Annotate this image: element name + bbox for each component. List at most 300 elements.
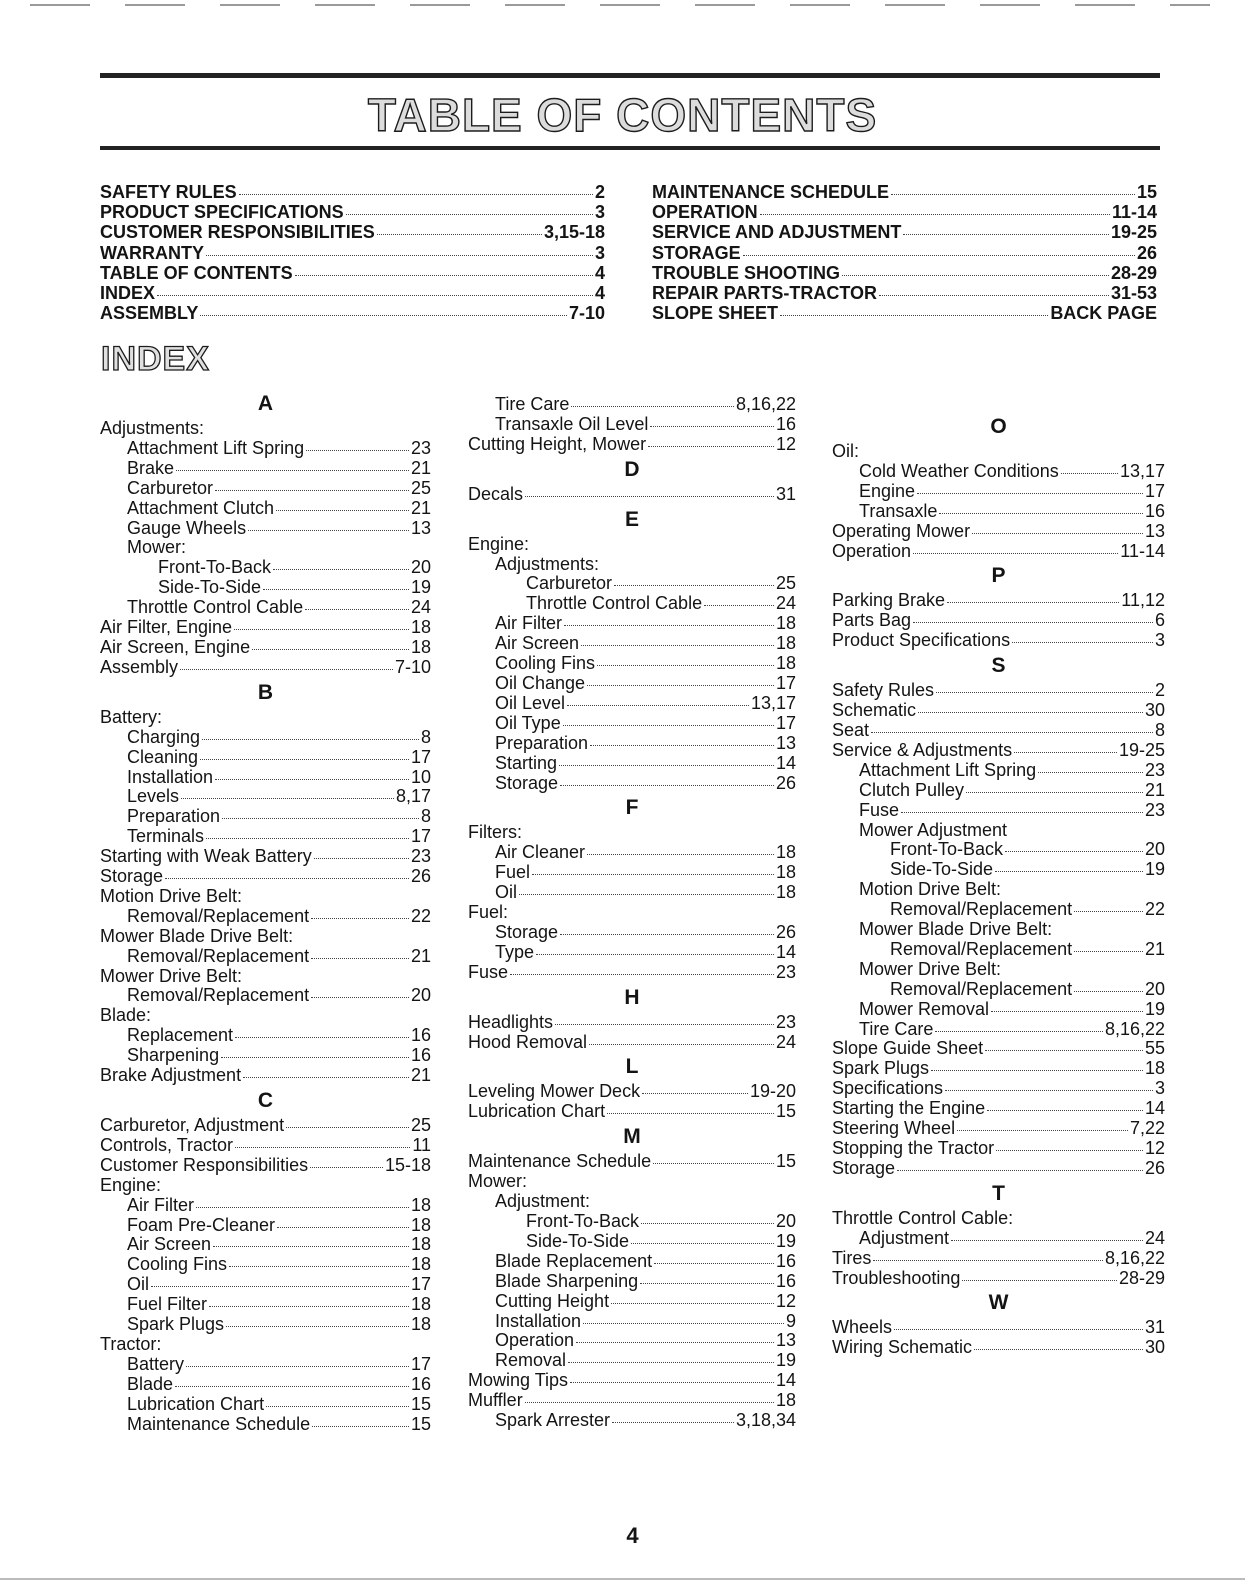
index-entry: [468, 1331, 796, 1351]
index-entry-page: 8: [420, 726, 431, 747]
index-entry: [100, 1116, 431, 1136]
index-entry: [832, 1229, 1165, 1249]
dot-leader: [532, 874, 774, 875]
index-entry-page: 20: [410, 985, 431, 1006]
toc-entry-page: 2: [594, 182, 605, 202]
index-entry-page: 18: [775, 882, 796, 903]
toc-entry-label: MAINTENANCE SCHEDULE: [652, 182, 890, 202]
index-entry-label: Operation: [495, 1330, 575, 1351]
index-entry-page: 9: [785, 1310, 796, 1331]
index-entry: [468, 694, 796, 714]
index-entry: [100, 1066, 431, 1086]
index-entry-label: Removal/Replacement: [890, 938, 1073, 959]
index-entry-page: 19: [775, 1350, 796, 1371]
dot-leader: [235, 1037, 409, 1038]
index-entry-label: Schematic: [832, 700, 917, 721]
index-entry: [832, 900, 1165, 920]
index-entry-label: Starting the Engine: [832, 1098, 986, 1119]
index-entry-label: Lubrication Chart: [127, 1393, 265, 1414]
index-entry-page: 30: [1144, 1337, 1165, 1358]
dot-leader: [913, 622, 1153, 623]
index-letter-heading: D: [624, 457, 640, 481]
dot-leader: [234, 629, 409, 630]
index-entry-label: Carburetor, Adjustment: [100, 1115, 285, 1135]
index-entry-label: Operation: [832, 540, 912, 561]
toc-entry: [100, 303, 605, 323]
index-entry-page: 19-20: [749, 1081, 796, 1102]
index-entry-label: Slope Guide Sheet: [832, 1038, 984, 1059]
index-entry-label: Operating Mower: [832, 520, 971, 541]
index-entry-label: Removal/Replacement: [127, 945, 310, 966]
toc-entry-label: TROUBLE SHOOTING: [652, 262, 840, 283]
index-entry: [468, 395, 796, 415]
dot-leader: [871, 732, 1153, 733]
index-entry-page: 8: [420, 806, 431, 827]
index-letter-heading: E: [624, 507, 639, 531]
index-entry: [100, 519, 431, 539]
index-entry-page: 8,16,22: [735, 394, 796, 414]
dot-leader: [951, 1240, 1143, 1241]
dot-leader: [966, 792, 1143, 793]
dot-leader: [654, 1263, 774, 1264]
index-entry-label: Cooling Fins: [495, 653, 596, 674]
index-entry-label: Storage: [100, 866, 164, 887]
dot-leader: [945, 1090, 1153, 1091]
index-column-3: [832, 412, 1165, 1358]
index-entry-label: Tire Care: [495, 394, 570, 414]
index-entry: [100, 1046, 431, 1066]
title-rule-bottom: [100, 146, 1160, 150]
index-entry-page: 23: [775, 1011, 796, 1032]
index-entry-page: 11-14: [1120, 540, 1165, 561]
index-entry-label: Mower Removal: [859, 998, 990, 1019]
index-group-heading: Fuel:: [468, 902, 509, 923]
dot-leader: [311, 958, 409, 959]
toc-entry-page: 7-10: [568, 303, 605, 324]
index-entry: [100, 1395, 431, 1415]
index-entry-page: 20: [775, 1211, 796, 1231]
dot-leader: [917, 493, 1143, 494]
index-letter-heading: H: [624, 985, 640, 1009]
index-entry-label: Side-To-Side: [158, 577, 262, 598]
dot-leader: [206, 255, 593, 256]
index-entry: [832, 482, 1165, 502]
index-entry-label: Air Filter, Engine: [100, 617, 233, 638]
index-entry-label: Transaxle Oil Level: [495, 413, 649, 434]
index-entry-page: 16: [410, 1373, 431, 1394]
index-group-heading: Tractor:: [100, 1333, 162, 1354]
toc-entry-page: BACK PAGE: [1050, 303, 1157, 324]
dot-leader: [570, 1382, 774, 1383]
index-entry-page: 25: [410, 1115, 431, 1135]
index-entry-label: Spark Plugs: [127, 1314, 225, 1335]
toc-entry-page: 15: [1136, 182, 1157, 202]
index-entry-page: 16: [1144, 500, 1165, 521]
index-letter-heading: T: [992, 1181, 1005, 1205]
dot-leader: [206, 838, 409, 839]
index-entry-label: Removal/Replacement: [890, 978, 1073, 999]
index-entry-label: Spark Arrester: [495, 1410, 611, 1431]
index-entry-label: Type: [495, 941, 535, 962]
toc-entry: [652, 303, 1157, 323]
toc-entry-label: INDEX: [100, 283, 156, 304]
toc-entry: [652, 182, 1157, 202]
index-entry-label: Fuel Filter: [127, 1294, 208, 1315]
index-group-heading: Adjustment:: [495, 1191, 591, 1212]
index-group-heading: Oil:: [832, 441, 859, 461]
dot-leader: [931, 1070, 1143, 1071]
index-entry-page: 18: [775, 653, 796, 674]
dot-leader: [563, 725, 774, 726]
index-entry: [468, 923, 796, 943]
index-entry: [100, 658, 431, 678]
index-entry: [468, 1102, 796, 1122]
index-entry: [100, 1026, 431, 1046]
index-entry-label: Air Screen: [495, 633, 580, 654]
toc-entry-label: REPAIR PARTS-TRACTOR: [652, 283, 877, 304]
index-entry: [832, 721, 1165, 741]
index-entry-page: 17: [410, 1274, 431, 1295]
index-group-heading: Throttle Control Cable:: [832, 1207, 1014, 1228]
index-entry-label: Wheels: [832, 1317, 893, 1338]
index-entry-page: 26: [410, 866, 431, 887]
index-entry: [100, 1415, 431, 1435]
index-entry-page: 22: [410, 905, 431, 926]
index-entry-label: Spark Plugs: [832, 1058, 930, 1079]
index-entry: [100, 1196, 431, 1216]
index-group-heading: Engine:: [468, 533, 530, 554]
dot-leader: [653, 1163, 774, 1164]
index-entry-label: Troubleshooting: [832, 1267, 961, 1288]
index-entry: [100, 787, 431, 807]
index-entry-page: 24: [1144, 1227, 1165, 1248]
dot-leader: [1074, 951, 1143, 952]
index-entry: [832, 801, 1165, 821]
dot-leader: [1074, 991, 1143, 992]
dot-leader: [607, 1113, 774, 1114]
index-entry-page: 3: [1154, 630, 1165, 651]
index-entry-page: 21: [1144, 938, 1165, 959]
dot-leader: [587, 685, 774, 686]
index-entry: [832, 611, 1165, 631]
index-group-heading: Mower Blade Drive Belt:: [859, 919, 1053, 940]
index-entry-label: Air Cleaner: [495, 842, 586, 863]
index-entry-label: Oil Change: [495, 672, 586, 693]
index-entry-label: Removal/Replacement: [890, 899, 1073, 920]
index-entry-page: 19: [775, 1230, 796, 1251]
index-entry-label: Carburetor: [526, 573, 613, 594]
index-entry-label: Fuse: [859, 799, 900, 820]
toc-entry: [100, 263, 605, 283]
index-entry-label: Air Filter: [127, 1194, 194, 1215]
index-entry-label: Controls, Tractor: [100, 1134, 234, 1155]
index-entry: [468, 574, 796, 594]
dot-leader: [974, 1349, 1143, 1350]
index-entry-page: 20: [1144, 978, 1165, 999]
index-entry: [468, 843, 796, 863]
index-entry: [832, 591, 1165, 611]
toc-entry-label: TABLE OF CONTENTS: [100, 262, 293, 283]
index-entry-label: Attachment Lift Spring: [859, 759, 1037, 780]
index-entry-page: 18: [775, 613, 796, 634]
index-entry-page: 16: [410, 1045, 431, 1066]
index-entry: [468, 754, 796, 774]
dot-leader: [311, 997, 409, 998]
index-entry: [468, 1212, 796, 1232]
dot-leader: [560, 785, 774, 786]
index-entry-label: Fuse: [468, 961, 509, 982]
index-entry-page: 16: [410, 1025, 431, 1046]
index-entry: [100, 728, 431, 748]
index-entry-label: Storage: [832, 1157, 896, 1178]
dot-leader: [590, 745, 774, 746]
dot-leader: [780, 315, 1048, 316]
index-letter-heading: S: [991, 654, 1006, 678]
dot-leader: [519, 894, 774, 895]
index-group-heading: Battery:: [100, 706, 163, 727]
dot-leader: [277, 1227, 409, 1228]
index-entry: [468, 654, 796, 674]
index-entry-label: Front-To-Back: [526, 1211, 640, 1231]
index-entry: [100, 598, 431, 618]
index-entry: [832, 1079, 1165, 1099]
index-entry-page: 8,16,22: [1104, 1018, 1165, 1039]
index-group-heading: Filters:: [468, 822, 522, 843]
toc-entry-page: 4: [594, 283, 605, 304]
dot-leader: [901, 812, 1143, 813]
dot-leader: [903, 234, 1109, 235]
dot-leader: [1074, 911, 1143, 912]
index-entry-page: 17: [775, 672, 796, 693]
toc-entry: [100, 182, 605, 202]
dot-leader: [243, 1077, 409, 1078]
index-entry-label: Throttle Control Cable: [127, 597, 304, 618]
index-entry: [468, 1371, 796, 1391]
index-entry-label: Terminals: [127, 826, 205, 847]
index-entry-page: 15: [410, 1393, 431, 1414]
dot-leader: [567, 705, 749, 706]
index-entry-page: 14: [1144, 1098, 1165, 1119]
index-entry-label: Engine: [859, 480, 916, 501]
dot-leader: [1012, 642, 1153, 643]
index-entry: [100, 907, 431, 927]
index-entry: [832, 741, 1165, 761]
dot-leader: [913, 553, 1118, 554]
toc-entry-label: CUSTOMER RESPONSIBILITIES: [100, 222, 375, 243]
index-entry-label: Oil: [495, 882, 517, 903]
index-entry: [100, 1216, 431, 1236]
index-group-heading: Mower:: [127, 537, 187, 558]
index-entry-page: 10: [410, 766, 431, 787]
index-entry-page: 8,16,22: [1104, 1247, 1165, 1268]
index-entry-label: Preparation: [127, 806, 221, 827]
toc-entry-page: 4: [594, 262, 605, 283]
dot-leader: [196, 1207, 409, 1208]
index-entry-label: Wiring Schematic: [832, 1337, 973, 1358]
index-entry-label: Clutch Pulley: [859, 779, 965, 800]
index-entry: [832, 1020, 1165, 1040]
toc-entry: [100, 222, 605, 242]
index-entry-label: Leveling Mower Deck: [468, 1081, 641, 1102]
index-group-heading: Mower Drive Belt:: [859, 958, 1002, 979]
index-group-heading: Engine:: [100, 1174, 162, 1195]
dot-leader: [894, 1329, 1143, 1330]
dot-leader: [957, 1130, 1128, 1131]
index-entry-label: Levels: [127, 786, 180, 807]
index-entry-page: 6: [1154, 610, 1165, 631]
index-entry-label: Air Screen: [127, 1234, 212, 1255]
index-entry: [468, 674, 796, 694]
index-entry-page: 18: [775, 842, 796, 863]
index-entry-page: 11,12: [1121, 590, 1165, 611]
index-letter-heading: L: [625, 1055, 639, 1079]
index-entry-page: 3: [1154, 1078, 1165, 1099]
index-entry-label: Fuel: [495, 862, 531, 883]
toc-entry-page: 26: [1136, 242, 1157, 263]
index-entry-label: Replacement: [127, 1025, 234, 1046]
index-entry: [100, 1375, 431, 1395]
index-group-heading: Mower Adjustment: [859, 819, 1008, 840]
index-entry-page: 17: [410, 826, 431, 847]
toc-entry-page: 28-29: [1110, 262, 1157, 283]
index-entry-page: 15-18: [384, 1154, 431, 1175]
index-entry-label: Product Specifications: [832, 630, 1011, 651]
dot-leader: [226, 1326, 409, 1327]
index-entry: [468, 774, 796, 794]
toc-entry: [652, 283, 1157, 303]
dot-leader: [640, 1283, 774, 1284]
dot-leader: [559, 765, 774, 766]
index-entry: [832, 1338, 1165, 1358]
index-entry-label: Front-To-Back: [890, 839, 1004, 860]
dot-leader: [176, 470, 409, 471]
toc-entry-page: 3: [594, 202, 605, 223]
dot-leader: [1014, 752, 1117, 753]
index-entry-label: Hood Removal: [468, 1031, 588, 1052]
index-entry-label: Brake: [127, 457, 175, 478]
index-entry: [468, 1292, 796, 1312]
dot-leader: [987, 1110, 1143, 1111]
index-entry: [468, 614, 796, 634]
dot-leader: [939, 513, 1143, 514]
dot-leader: [157, 295, 593, 296]
dot-leader: [918, 712, 1143, 713]
index-entry-page: 19: [1144, 859, 1165, 880]
index-entry: [468, 1152, 796, 1172]
dot-leader: [612, 1422, 734, 1423]
index-entry: [832, 980, 1165, 1000]
index-entry-page: 17: [410, 1353, 431, 1374]
dot-leader: [995, 871, 1143, 872]
dot-leader: [312, 1426, 409, 1427]
index-entry-page: 8: [1154, 719, 1165, 740]
index-entry: [468, 1411, 796, 1431]
index-entry: [832, 1159, 1165, 1179]
index-entry: [100, 1275, 431, 1295]
index-entry-page: 24: [775, 1031, 796, 1052]
index-entry-page: 25: [775, 573, 796, 594]
index-entry-page: 21: [410, 1065, 431, 1086]
dot-leader: [252, 649, 409, 650]
dot-leader: [583, 1323, 784, 1324]
index-entry: [468, 1351, 796, 1371]
index-entry: [832, 462, 1165, 482]
dot-leader: [273, 569, 409, 570]
index-entry-label: Storage: [495, 772, 559, 793]
toc-entry-label: PRODUCT SPECIFICATIONS: [100, 202, 344, 223]
index-entry-label: Stopping the Tractor: [832, 1138, 995, 1158]
index-entry-page: 25: [410, 477, 431, 498]
dot-leader: [377, 234, 542, 235]
page-number: 4: [626, 1523, 639, 1548]
dot-leader: [631, 1243, 774, 1244]
toc-entry-page: 3: [594, 242, 605, 263]
index-entry-label: Installation: [495, 1310, 582, 1331]
toc-entry-page: 3,15-18: [543, 222, 605, 243]
index-entry-label: Carburetor: [127, 477, 214, 498]
dot-leader: [263, 589, 409, 590]
dot-leader: [589, 1044, 774, 1045]
index-entry: [468, 485, 796, 505]
dot-leader: [587, 854, 774, 855]
index-entry-label: Attachment Lift Spring: [127, 437, 305, 458]
index-entry-page: 19-25: [1118, 739, 1165, 760]
dot-leader: [200, 759, 409, 760]
index-entry-page: 16: [775, 413, 796, 434]
index-entry-page: 23: [1144, 759, 1165, 780]
index-entry-label: Tires: [832, 1247, 872, 1268]
index-entry-label: Parts Bag: [832, 610, 912, 631]
index-entry-page: 55: [1144, 1038, 1165, 1059]
index-entry: [100, 439, 431, 459]
dot-leader: [611, 1303, 774, 1304]
dot-leader: [962, 1280, 1117, 1281]
dot-leader: [576, 1342, 774, 1343]
index-entry-label: Throttle Control Cable: [526, 593, 703, 614]
toc-entry-label: SAFETY RULES: [100, 182, 237, 202]
index-entry-page: 13: [410, 517, 431, 538]
index-entry-page: 21: [410, 497, 431, 518]
index-entry: [100, 867, 431, 887]
index-entry: [100, 986, 431, 1006]
dot-leader: [897, 1170, 1143, 1171]
index-entry-page: 18: [410, 1314, 431, 1335]
index-entry: [100, 847, 431, 867]
index-letter-heading: A: [257, 392, 274, 415]
index-entry-label: Removal/Replacement: [127, 985, 310, 1006]
dot-leader: [222, 818, 419, 819]
index-entry-page: 11: [412, 1134, 431, 1155]
dot-leader: [215, 490, 409, 491]
index-entry-page: 28-29: [1118, 1267, 1165, 1288]
index-entry: [100, 1235, 431, 1255]
toc-entry-label: OPERATION: [652, 202, 758, 223]
index-entry-label: Maintenance Schedule: [127, 1413, 311, 1434]
dot-leader: [213, 1246, 409, 1247]
index-entry: [832, 840, 1165, 860]
dot-leader: [311, 918, 409, 919]
index-entry-page: 24: [775, 593, 796, 614]
dot-leader: [648, 446, 774, 447]
index-entry-page: 26: [775, 921, 796, 942]
dot-leader: [200, 315, 567, 316]
toc-entry: [652, 222, 1157, 242]
dot-leader: [991, 1011, 1143, 1012]
dot-leader: [525, 496, 774, 497]
index-entry-label: Preparation: [495, 732, 589, 753]
index-entry-label: Mowing Tips: [468, 1370, 569, 1391]
scan-edge-top: [30, 4, 1210, 6]
